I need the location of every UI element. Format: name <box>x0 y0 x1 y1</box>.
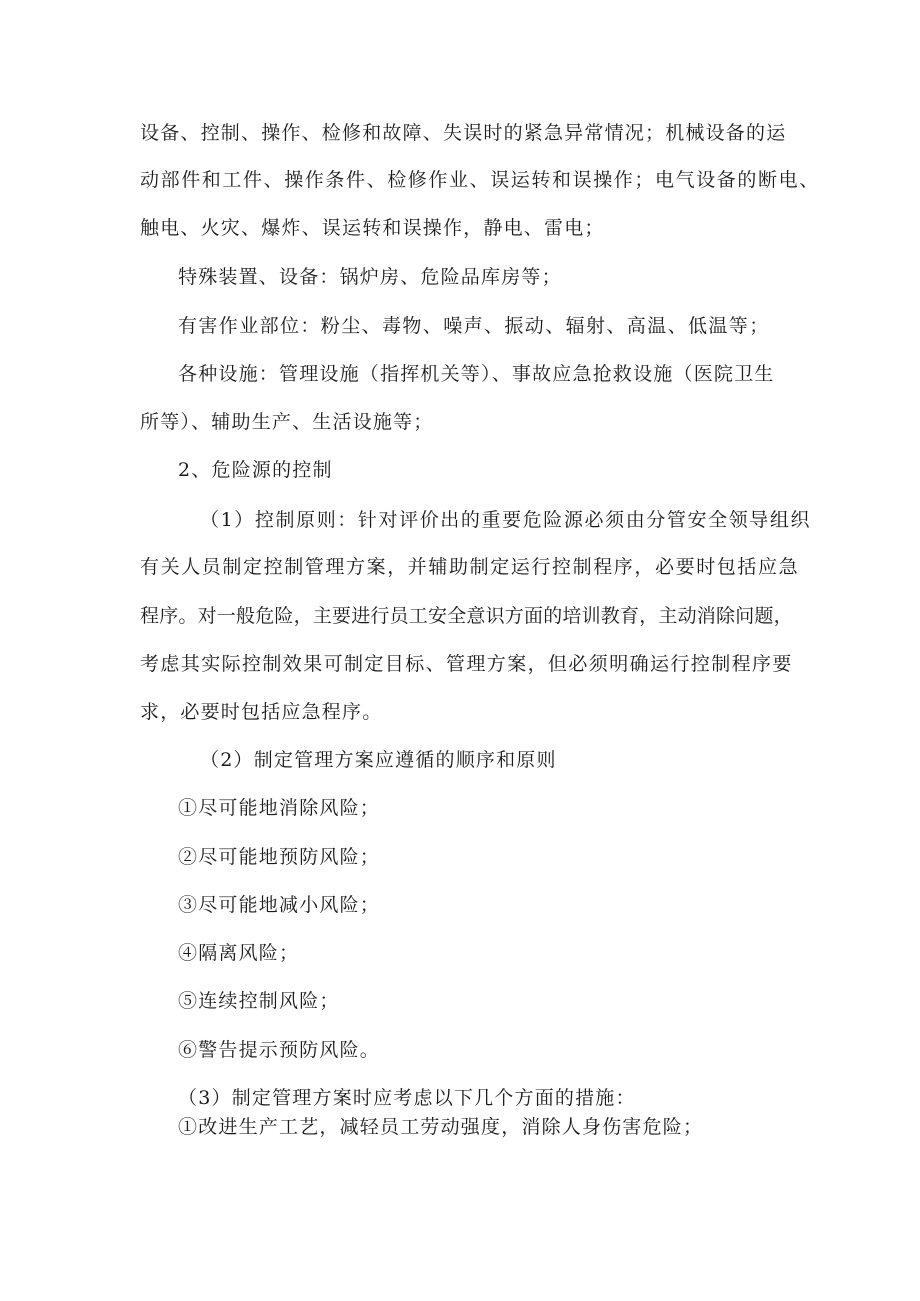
list-item: ①改进生产工艺，减轻员工劳动强度，消除人身伤害危险； <box>178 1116 704 1138</box>
section-heading: 2、危险源的控制 <box>178 459 333 481</box>
subsection-heading: （3）制定管理方案时应考虑以下几个方面的措施： <box>178 1087 636 1109</box>
body-line: 触电、火灾、爆炸、误运转和误操作，静电、雷电； <box>140 217 605 239</box>
body-line: 各种设施：管理设施（指挥机关等）、事故应急抢救设施（医院卫生 <box>178 363 775 385</box>
list-item: ⑥警告提示预防风险。 <box>178 1039 381 1061</box>
list-item: ④隔离风险； <box>178 942 300 964</box>
body-line: 动部件和工件、操作条件、检修作业、误运转和误操作；电气设备的断电、 <box>140 169 820 191</box>
subsection-heading: （2）制定管理方案应遵循的顺序和原则 <box>200 749 557 771</box>
body-line: 有害作业部位：粉尘、毒物、噪声、振动、辐射、高温、低温等； <box>178 315 770 337</box>
body-line: 特殊装置、设备：锅炉房、危险品库房等； <box>178 266 562 288</box>
body-line: 程序。对一般危险，主要进行员工安全意识方面的培训教育，主动消除问题， <box>140 605 793 627</box>
body-line: 有关人员制定控制管理方案，并辅助制定运行控制程序，必要时包括应急 <box>140 556 800 578</box>
list-item: ②尽可能地预防风险； <box>178 846 381 868</box>
body-line: 设备、控制、操作、检修和故障、失误时的紧急异常情况；机械设备的运 <box>140 122 787 144</box>
list-item: ⑤连续控制风险； <box>178 990 340 1012</box>
list-item: ①尽可能地消除风险； <box>178 797 381 819</box>
body-line: 考虑其实际控制效果可制定目标、管理方案，但必须明确运行控制程序要 <box>140 653 793 675</box>
body-line: 所等）、辅助生产、生活设施等； <box>140 411 434 433</box>
list-item: ③尽可能地减小风险； <box>178 894 381 916</box>
body-line: （1）控制原则：针对评价出的重要危险源必须由分管安全领导组织 <box>200 509 812 531</box>
body-line: 求，必要时包括应急程序。 <box>140 701 383 723</box>
